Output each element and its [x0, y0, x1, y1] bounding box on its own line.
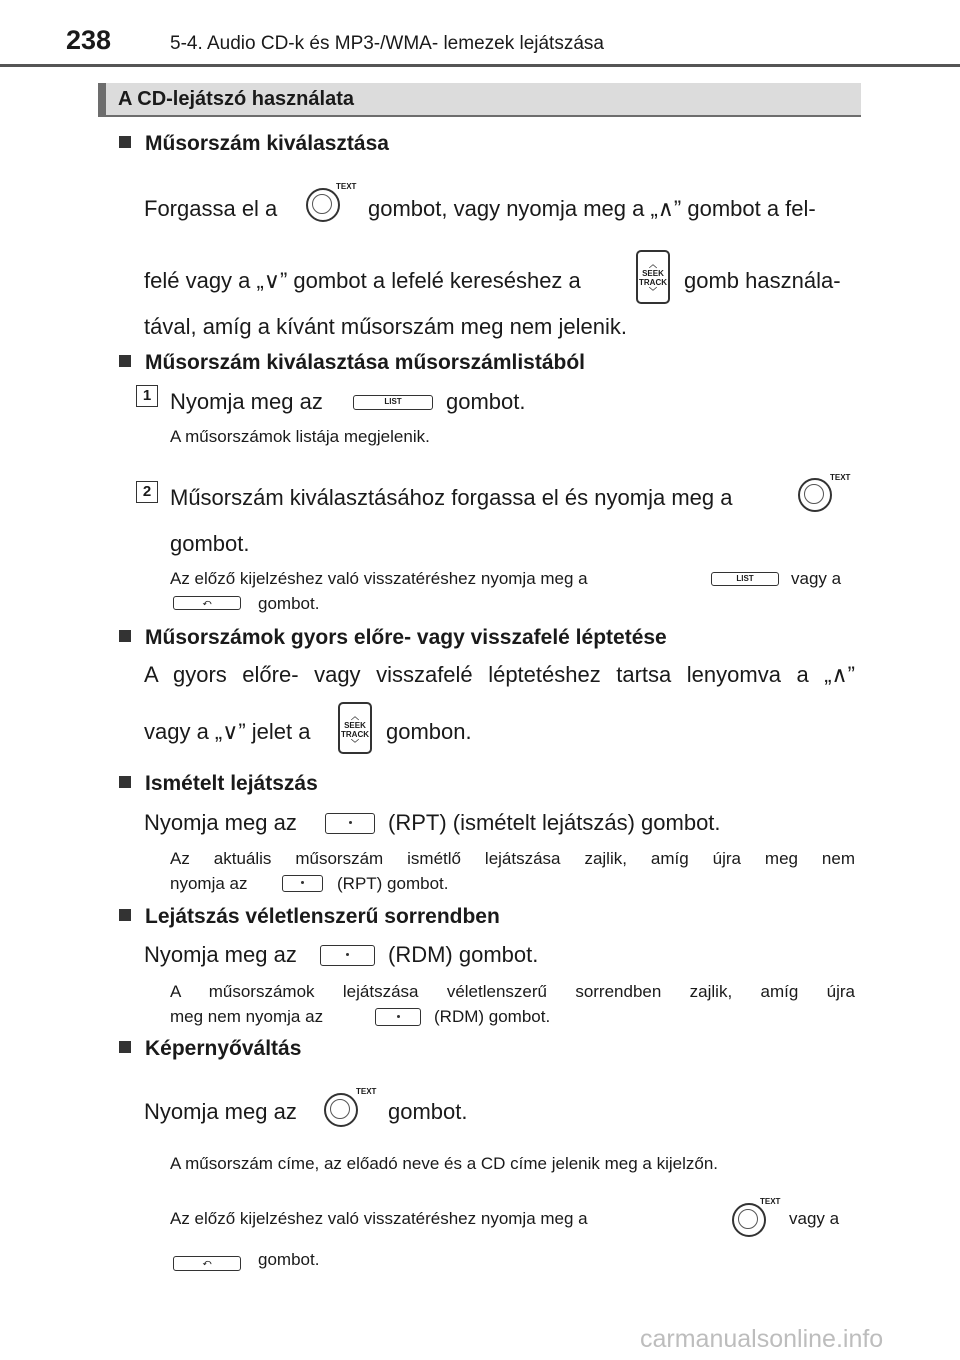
rdm-button-icon — [320, 945, 375, 966]
step-1-number: 1 — [136, 385, 158, 407]
text-knob-icon: TEXT — [324, 1093, 358, 1127]
tune-knob-icon: TEXT — [306, 188, 340, 222]
s5-note2a: meg nem nyomja az — [170, 1007, 324, 1026]
page-number: 238 — [66, 25, 112, 55]
square-bullet-icon — [119, 355, 131, 367]
list-button-icon: LIST — [711, 572, 779, 586]
section-title-bar — [98, 83, 861, 117]
square-bullet-icon — [119, 909, 131, 921]
rpt-button-icon — [282, 875, 323, 892]
s5-line1a: Nyomja meg az — [144, 942, 297, 967]
rpt-button-icon — [325, 813, 375, 834]
s2-step1-note: A műsorszámok listája megjelenik. — [170, 427, 430, 446]
s6-note2a: Az előző kijelzéshez való visszatéréshez nyomja meg a — [170, 1209, 588, 1228]
list-button-icon: LIST — [353, 395, 433, 410]
s1-line2b: gomb használa- — [684, 268, 841, 293]
heading-fast-forward: Műsorszámok gyors előre- vagy visszafelé léptetése — [119, 626, 667, 650]
s2-step1a: Nyomja meg az — [170, 389, 323, 414]
chapter-title: 5-4. Audio CD-k és MP3-/WMA- lemezek lejátszása — [170, 33, 604, 54]
tune-knob-icon: TEXT — [798, 478, 832, 512]
s6-note1: A műsorszám címe, az előadó neve és a CD címe jelenik meg a kijelzőn. — [170, 1154, 719, 1173]
s5-line1b: (RDM) gombot. — [388, 942, 539, 967]
s4-line1a: Nyomja meg az — [144, 810, 297, 835]
seek-track-button-icon: ︿ SEEK TRACK ﹀ — [338, 702, 372, 754]
s1-line1a: Forgassa el a — [144, 196, 278, 221]
s1-line3: tával, amíg a kívánt műsorszám meg nem jelenik. — [144, 314, 627, 339]
heading-repeat: Ismételt lejátszás — [119, 772, 318, 796]
back-button-icon: ⤺ — [173, 1256, 241, 1271]
square-bullet-icon — [119, 776, 131, 788]
s2-note-b: vagy a — [791, 569, 842, 588]
text-knob-icon: TEXT — [732, 1203, 766, 1237]
s6-note2b: vagy a — [789, 1209, 840, 1228]
square-bullet-icon — [119, 136, 131, 148]
rdm-button-icon — [375, 1008, 421, 1026]
section-title: A CD-lejátszó használata — [118, 88, 354, 110]
s6-line1a: Nyomja meg az — [144, 1099, 297, 1124]
s4-line1b: (RPT) (ismételt lejátszás) gombot. — [388, 810, 721, 835]
s5-note2b: (RDM) gombot. — [434, 1007, 551, 1026]
s1-line2a: felé vagy a „∨” gombot a lefelé kereséshez a — [144, 268, 581, 293]
s4-note2a: nyomja az — [170, 874, 248, 893]
watermark: carmanualsonline.info — [640, 1325, 884, 1353]
s3-line2b: gombon. — [386, 719, 472, 744]
s6-line1b: gombot. — [388, 1099, 468, 1124]
s2-note-c: gombot. — [258, 594, 320, 613]
heading-track-select: Műsorszám kiválasztása — [119, 132, 389, 156]
square-bullet-icon — [119, 1041, 131, 1053]
s4-note1: Az aktuális műsorszám ismétlő lejátszása zajlik, amíg újra meg nem — [170, 849, 855, 868]
heading-display-switch: Képernyőváltás — [119, 1037, 301, 1061]
heading-random: Lejátszás véletlenszerű sorrendben — [119, 905, 500, 929]
heading-track-list: Műsorszám kiválasztása műsorszámlistából — [119, 351, 585, 375]
header-rule — [0, 64, 960, 67]
s2-step1b: gombot. — [446, 389, 526, 414]
s2-step2b: gombot. — [170, 531, 250, 556]
square-bullet-icon — [119, 630, 131, 642]
s5-note1: A műsorszámok lejátszása véletlenszerű sorrendben zajlik, amíg újra — [170, 982, 855, 1001]
s1-line1b: gombot, vagy nyomja meg a „∧” gombot a fel- — [368, 196, 816, 221]
s4-note2b: (RPT) gombot. — [337, 874, 449, 893]
s3-line2a: vagy a „∨” jelet a — [144, 719, 311, 744]
s2-step2a: Műsorszám kiválasztásához forgassa el és nyomja meg a — [170, 485, 733, 510]
s2-note-a: Az előző kijelzéshez való visszatéréshez nyomja meg a — [170, 569, 588, 588]
s6-note3: gombot. — [258, 1250, 320, 1269]
s3-line1: A gyors előre- vagy visszafelé léptetéshez tartsa lenyomva a „∧” — [144, 662, 855, 687]
step-2-number: 2 — [136, 481, 158, 503]
seek-track-button-icon: ︿ SEEK TRACK ﹀ — [636, 250, 670, 304]
back-button-icon: ⤺ — [173, 596, 241, 610]
